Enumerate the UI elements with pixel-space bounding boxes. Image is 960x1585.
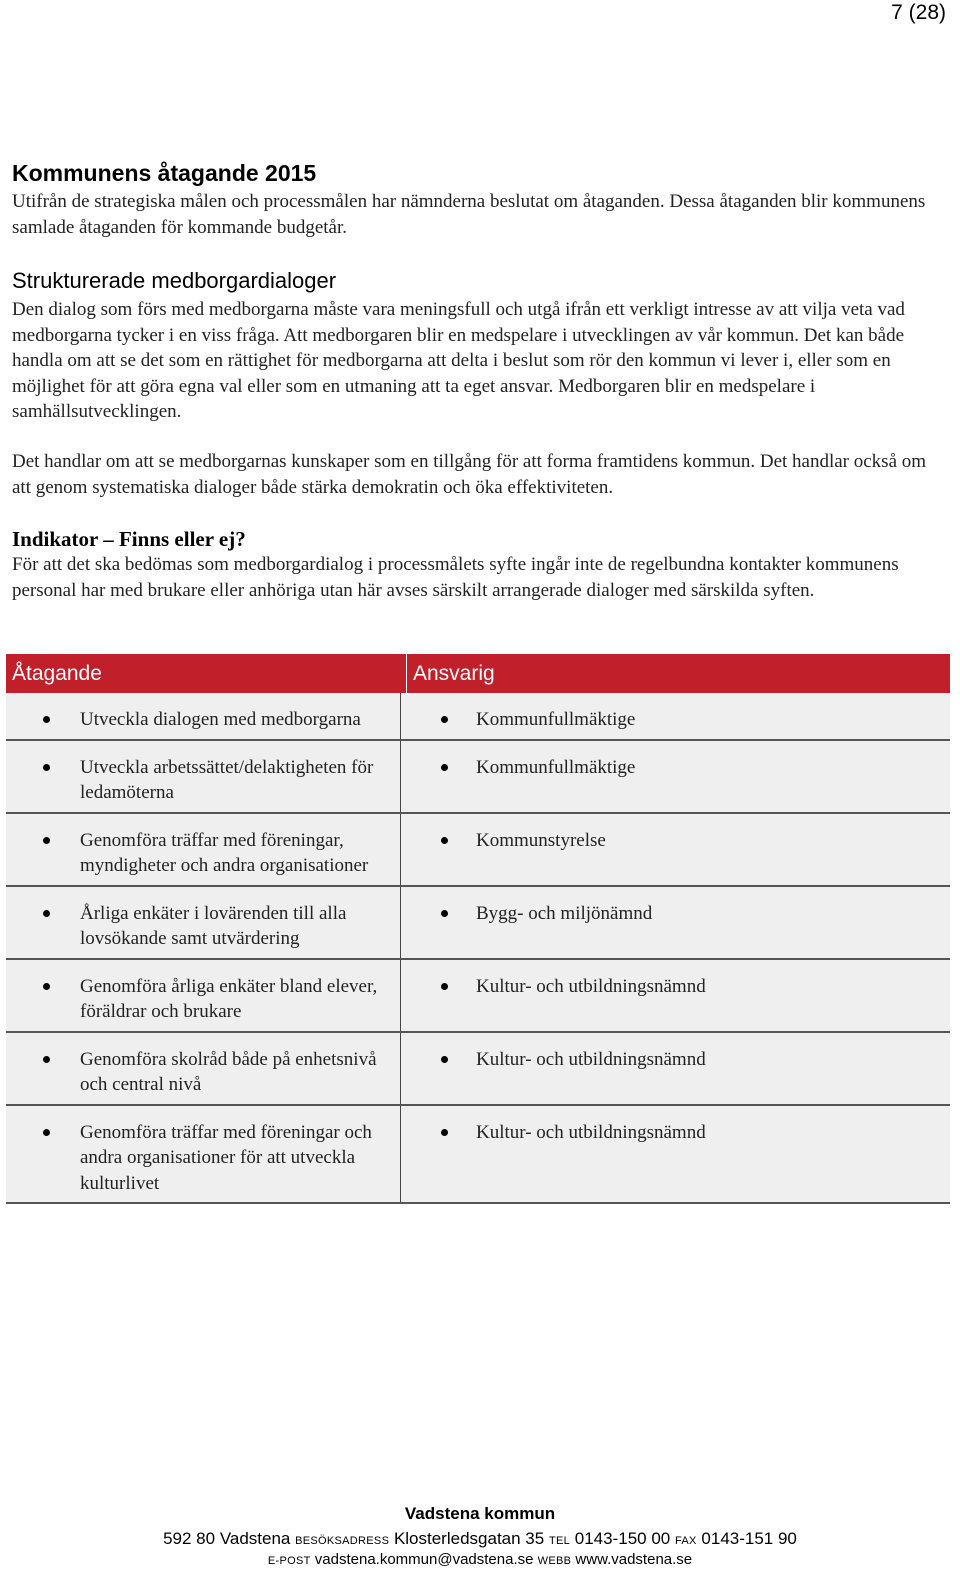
- intro-paragraph: Utifrån de strategiska målen och processmålen har nämnderna beslutat om åtaganden. Dessa åtaganden blir kommunens samlade åtaganden för kommande budgetår.: [12, 191, 926, 238]
- list-item: [401, 1047, 950, 1073]
- responsible-text: Kommunfullmäktige: [476, 756, 636, 778]
- list-item: [401, 974, 950, 1000]
- list-item: [6, 755, 400, 806]
- bullet-icon: [6, 1047, 80, 1098]
- table-row: [6, 887, 950, 960]
- responsible-cell: [401, 1106, 950, 1203]
- footer-web[interactable]: www.vadstena.se: [575, 1551, 693, 1568]
- list-item: [6, 1120, 400, 1197]
- responsible-cell: [401, 693, 950, 739]
- footer-postal: 592 80 Vadstena: [163, 1529, 291, 1548]
- bullet-icon: [6, 974, 80, 1025]
- bullet-icon: [401, 974, 476, 1000]
- table-body: [6, 693, 950, 1204]
- bullet-icon: [401, 707, 476, 733]
- footer-visit-address: Klosterledsgatan 35: [393, 1529, 545, 1548]
- list-item: [401, 828, 950, 854]
- list-item: [401, 707, 950, 733]
- responsible-cell: [401, 741, 950, 812]
- list-item: [6, 901, 400, 952]
- table-row: [6, 693, 950, 741]
- responsible-text: Kultur- och utbildningsnämnd: [476, 1048, 706, 1070]
- table-row: [6, 1033, 950, 1106]
- footer-address-line: [0, 1528, 960, 1552]
- responsible-text: Kultur- och utbildningsnämnd: [476, 1121, 706, 1143]
- bullet-icon: [6, 1120, 80, 1197]
- commitments-table: [6, 654, 950, 1204]
- commitment-cell: [6, 887, 401, 958]
- header-responsible: Ansvarig: [413, 662, 495, 685]
- list-item: [6, 707, 400, 733]
- table-header: [6, 654, 950, 693]
- indicator-paragraph: För att det ska bedömas som medborgardialog i processmålets syfte ingår inte de regelbundna kontakter kommunens personal har med brukare eller anhöriga utan här avses särskilt arrangerade dialoger med särskilda syften.: [12, 554, 899, 601]
- bullet-icon: [6, 901, 80, 952]
- list-item: [401, 1120, 950, 1146]
- list-item: [401, 755, 950, 781]
- footer-web-label: WEBB: [537, 1555, 572, 1567]
- table-row: [6, 814, 950, 887]
- footer-fax-label: FAX: [674, 1535, 697, 1547]
- bullet-icon: [401, 1047, 476, 1073]
- bullet-icon: [401, 901, 476, 927]
- commitment-text: Genomföra årliga enkäter bland elever, föräldrar och brukare: [80, 975, 378, 1022]
- section-paragraph-1: Den dialog som förs med medborgarna måste vara meningsfull och utgå ifrån ett verkligt intresse av att vilja veta vad medborgarna tycker i en viss fråga. Att medborgaren blir en medspelare i utvecklingen av vår kommun. Det kan både handla om att se det som en rättighet för medborgarna att delta i beslut som rör den kommun vi lever i, eller som en möjlighet för att göra egna val eller som en utmaning att ta eget ansvar. Medborgaren blir en medspelare i samhällsutvecklingen.: [12, 299, 905, 422]
- list-item: [401, 901, 950, 927]
- commitment-cell: [6, 814, 401, 885]
- footer-org-name: Vadstena kommun: [404, 1504, 556, 1523]
- responsible-text: Bygg- och miljönämnd: [476, 902, 653, 924]
- responsible-text: Kommunfullmäktige: [476, 709, 636, 730]
- commitment-cell: [6, 741, 401, 812]
- bullet-icon: [6, 755, 80, 806]
- responsible-cell: [401, 1033, 950, 1104]
- table-row: [6, 1106, 950, 1205]
- table-row: [6, 960, 950, 1033]
- section-paragraph-2: Det handlar om att se medborgarnas kunskaper som en tillgång för att forma framtidens kommun. Det handlar också om att genom systematiska dialoger både stärka demokratin och öka effektiviteten.: [12, 451, 927, 498]
- footer-visit-label: BESÖKSADRESS: [295, 1535, 390, 1547]
- commitment-text: Utveckla dialogen med medborgarna: [80, 709, 361, 730]
- footer-email-label: E-POST: [267, 1555, 311, 1567]
- responsible-cell: [401, 960, 950, 1031]
- bullet-icon: [401, 1120, 476, 1146]
- footer-email[interactable]: vadstena.kommun@vadstena.se: [314, 1551, 534, 1568]
- list-item: [6, 974, 400, 1025]
- footer-tel: 0143-150 00: [574, 1529, 671, 1548]
- footer-fax: 0143-151 90: [701, 1529, 797, 1548]
- commitment-cell: [6, 1106, 401, 1203]
- list-item: [6, 1047, 400, 1098]
- section-title: Strukturerade medborgardialoger: [12, 268, 337, 293]
- page-number: 7 (28): [891, 1, 946, 24]
- header-commitment: Åtagande: [6, 654, 407, 693]
- commitment-text: Årliga enkäter i lovärenden till alla lovsökande samt utvärdering: [80, 902, 347, 949]
- responsible-text: Kultur- och utbildningsnämnd: [476, 975, 706, 997]
- bullet-icon: [6, 828, 80, 879]
- commitment-text: Genomföra träffar med föreningar och andra organisationer för att utveckla kulturlivet: [80, 1121, 372, 1194]
- table-row: [6, 741, 950, 814]
- page-title: Kommunens åtagande 2015: [12, 160, 317, 186]
- footer-contact-line: [0, 1550, 960, 1571]
- commitment-text: Utveckla arbetssättet/delaktigheten för ledamöterna: [80, 756, 374, 803]
- responsible-cell: [401, 887, 950, 958]
- commitment-cell: [6, 960, 401, 1031]
- commitment-cell: [6, 1033, 401, 1104]
- bullet-icon: [6, 707, 80, 733]
- commitment-text: Genomföra träffar med föreningar, myndigheter och andra organisationer: [80, 829, 369, 876]
- bullet-icon: [401, 828, 476, 854]
- footer-tel-label: TEL: [548, 1535, 571, 1547]
- bullet-icon: [401, 755, 476, 781]
- responsible-cell: [401, 814, 950, 885]
- commitment-text: Genomföra skolråd både på enhetsnivå och central nivå: [80, 1048, 377, 1095]
- responsible-text: Kommunstyrelse: [476, 829, 606, 851]
- commitment-cell: [6, 693, 401, 739]
- indicator-title: Indikator – Finns eller ej?: [12, 527, 246, 551]
- list-item: [6, 828, 400, 879]
